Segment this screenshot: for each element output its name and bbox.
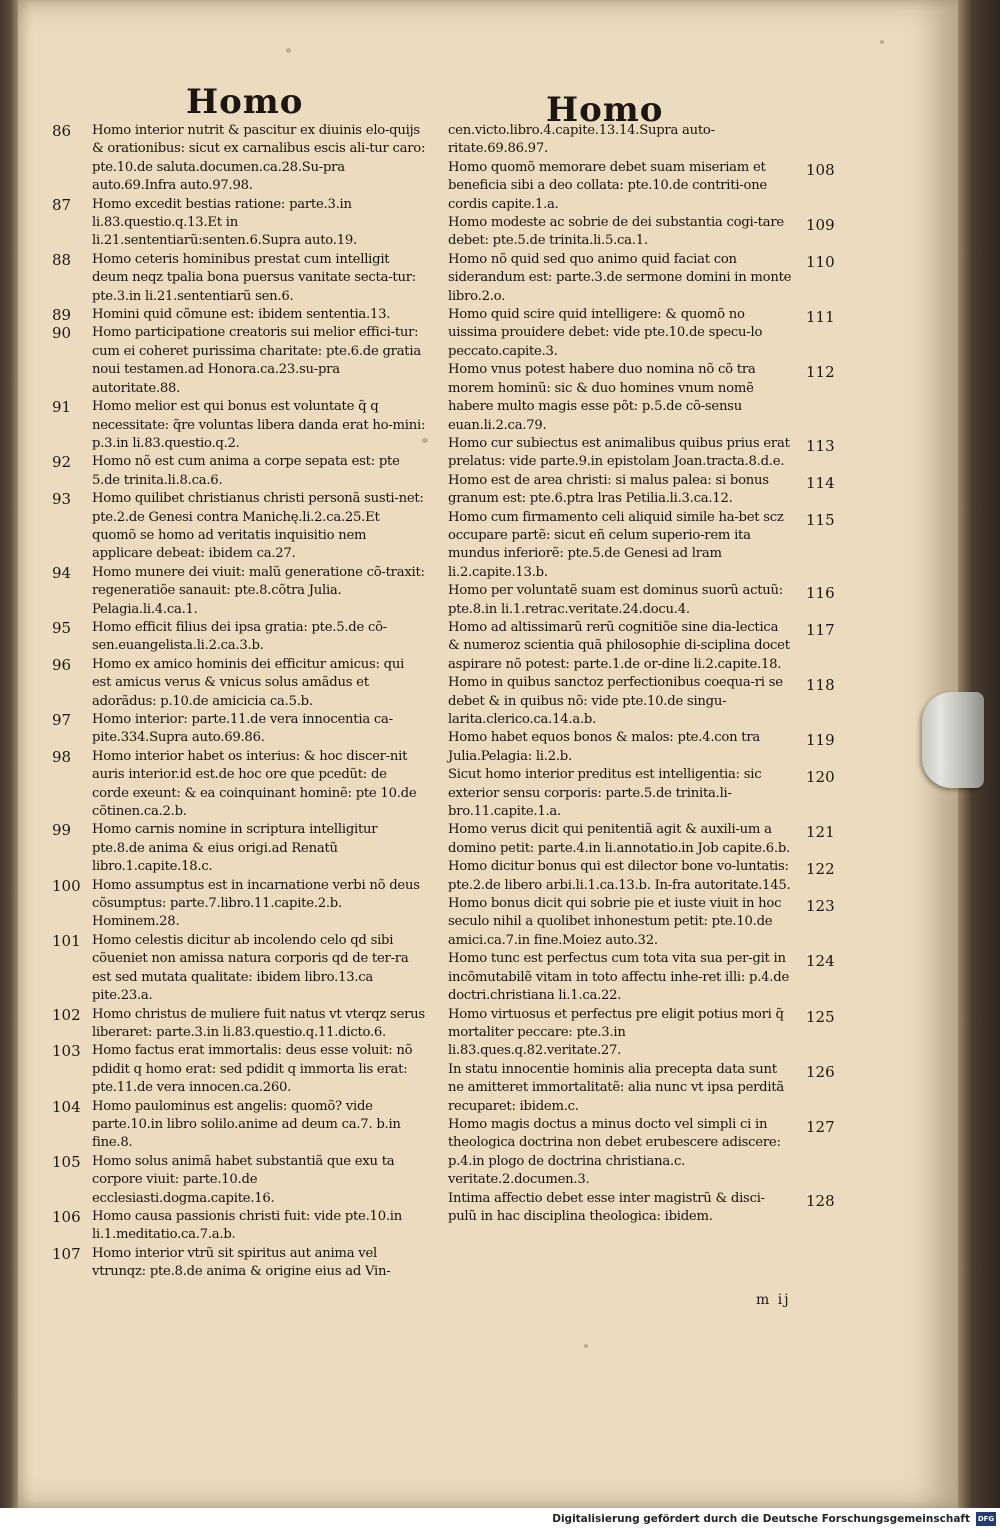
index-entry xyxy=(52,618,426,656)
index-entry xyxy=(52,306,426,325)
foxing-spot xyxy=(584,1344,588,1348)
entry-number: 102 xyxy=(52,1005,81,1024)
entry-text: Homo per voluntatẽ suam est dominus suorũ actuũ: pte.8.in li.1.retrac.veritate.24.docu.4. xyxy=(448,583,783,617)
entry-text: Homo interior: parte.11.de vera innocentia ca-pite.334.Supra auto.69.86. xyxy=(92,712,393,746)
index-entry xyxy=(448,950,835,1005)
index-entry xyxy=(52,1207,426,1245)
index-entry xyxy=(448,435,835,472)
index-entry xyxy=(52,655,426,711)
entry-number: 91 xyxy=(52,398,72,417)
index-entry xyxy=(52,250,426,306)
entry-text: Homo ad altissimarũ rerũ cognitiõe sine dia-lectica & numeroz scientia quã philosophie di-sciplina docet aspirare nõ potest: parte.1.de or-dine li.2.capite.18. xyxy=(448,619,790,672)
entry-number: 94 xyxy=(52,563,72,582)
entry-text: Homo quomõ memorare debet suam miseriam et beneficia sibi a deo collata: pte.10.de contriti-one cordis capite.1.a. xyxy=(448,159,767,212)
entry-number: 92 xyxy=(52,453,72,472)
entry-text: Homo habet equos bonos & malos: pte.4.con tra Julia.Pelagia: li.2.b. xyxy=(448,730,760,764)
bookmark-tab xyxy=(922,692,984,788)
entry-text: In statu innocentie hominis alia precepta data sunt ne amitteret immortalitatẽ: alia nunc vt ipsa perditã recuparet: ibidem.c. xyxy=(448,1061,784,1114)
index-entry xyxy=(52,1152,426,1208)
entry-number: 121 xyxy=(806,823,835,842)
index-entry xyxy=(52,1005,426,1043)
index-entry xyxy=(448,1006,835,1061)
entry-text: Homo excedit bestias ratione: parte.3.in li.83.questio.q.13.Et in li.21.sententiarũ:senten.6.Supra auto.19. xyxy=(92,196,357,249)
entry-number: 119 xyxy=(806,731,835,750)
entry-text: Intima affectio debet esse inter magistrũ & disci-pulũ in hac disciplina theologica: ibidem. xyxy=(448,1190,765,1224)
index-entry xyxy=(52,1042,426,1097)
entry-number: 86 xyxy=(52,122,72,140)
index-entry xyxy=(52,195,426,251)
entry-number: 109 xyxy=(806,216,835,235)
entry-number: 93 xyxy=(52,490,72,509)
index-entry xyxy=(448,1190,835,1227)
entry-number: 107 xyxy=(52,1244,81,1263)
index-entry xyxy=(448,674,835,729)
entry-text: Homo interior vtrũ sit spiritus aut anima vel vtrunqz: pte.8.de anima & origine eius ad Vin- xyxy=(92,1245,391,1280)
entry-text: Homo quid scire quid intelligere: & quomõ no uissima prouidere debet: vide pte.10.de specu-lo peccato.capite.3. xyxy=(448,307,763,359)
index-entry xyxy=(52,747,426,822)
signature-mark: m ij xyxy=(756,1292,791,1308)
book-page xyxy=(18,0,958,1508)
running-header-right: Homo xyxy=(546,90,664,130)
entry-text: Homo nõ quid sed quo animo quid faciat con siderandum est: parte.3.de sermone domini in monte libro.2.o. xyxy=(448,251,792,304)
entry-text: Homo interior habet os interius: & hoc discer-nit auris interior.id est.de hoc ore que pcedũt: de corde exeunt: & ea coinquinant hominẽ: pte 10.de cõtinen.ca.2.b. xyxy=(92,748,417,820)
entry-text: Homo virtuosus et perfectus pre eligit potius mori q̃ mortaliter peccare: pte.3.in li.83.ques.q.82.veritate.27. xyxy=(448,1006,784,1059)
entry-text: Homo paulominus est angelis: quomõ? vide parte.10.in libro solilo.anime ad deum ca.7. b.in fine.8. xyxy=(92,1098,401,1151)
entry-number: 90 xyxy=(52,324,72,343)
index-entry xyxy=(448,122,792,159)
index-entry xyxy=(52,1244,426,1282)
entry-text: Homo factus erat immortalis: deus esse voluit: nõ pdidit q homo erat: sed pdidit q immorta lis erat: pte.11.de vera innocen.ca.260. xyxy=(92,1043,413,1096)
entry-text: Homo quilibet christianus christi personã susti-net: pte.2.de Genesi contra Manichę.li.2.ca.25.Et quomõ se homo ad veritatis inquisitio nem applicare debeat: ibidem ca.27. xyxy=(92,491,424,562)
index-entry xyxy=(52,876,426,932)
index-entry xyxy=(52,453,426,490)
index-entry xyxy=(52,490,426,564)
entry-text: Homo ceteris hominibus prestat cum intelligit deum neqz tpalia bona puersus vanitate secta-tur: pte.3.in li.21.sententiarũ sen.6. xyxy=(92,251,416,304)
index-entry xyxy=(448,766,835,821)
index-entry xyxy=(448,895,835,950)
index-entry xyxy=(448,1116,835,1190)
entry-number: 126 xyxy=(806,1062,835,1081)
index-entry xyxy=(448,306,835,361)
entry-number: 95 xyxy=(52,618,72,637)
index-entry xyxy=(52,821,426,876)
entry-number: 117 xyxy=(806,620,835,639)
footer-credit: Digitalisierung gefördert durch die Deutsche Forschungsgemeinschaft xyxy=(552,1512,970,1525)
entry-text: Homo magis doctus a minus docto vel simpli ci in theologica doctrina non debet erubescere adiscere: p.4.in plogo de doctrina christiana.c. veritate.2.documen.3. xyxy=(448,1116,781,1188)
entry-text: Homo cur subiectus est animalibus quibus prius erat prelatus: vide parte.9.in epistolam Joan.tracta.8.d.e. xyxy=(448,435,790,470)
entry-text: Homo munere dei viuit: malũ generatione cõ-traxit: regeneratiõe sanauit: pte.8.cõtra Julia. Pelagia.li.4.ca.1. xyxy=(92,564,425,617)
footer-bar xyxy=(0,1508,1000,1529)
index-entry xyxy=(448,159,835,214)
index-entry xyxy=(52,122,426,196)
entry-number: 88 xyxy=(52,250,72,269)
entry-number: 114 xyxy=(806,473,835,492)
entry-number: 123 xyxy=(806,897,835,916)
entry-text: Homo tunc est perfectus cum tota vita sua per-git in incõmutabilẽ vitam in toto affectu inhe-ret illi: p.4.de doctri.christiana li.1.ca.22. xyxy=(448,951,790,1004)
entry-number: 89 xyxy=(52,306,72,325)
index-entry xyxy=(52,1097,426,1153)
index-entry xyxy=(448,821,835,858)
index-entry xyxy=(448,214,835,251)
entry-number: 87 xyxy=(52,195,72,214)
entry-number: 124 xyxy=(806,952,835,971)
entry-number: 122 xyxy=(806,860,835,879)
entry-text: Homo modeste ac sobrie de dei substantia cogi-tare debet: pte.5.de trinita.li.5.ca.1. xyxy=(448,215,784,249)
entry-number: 101 xyxy=(52,931,81,950)
entry-text: Homo est de area christi: si malus palea: si bonus granum est: pte.6.ptra lras Petilia.li.3.ca.12. xyxy=(448,472,769,507)
index-entry xyxy=(52,324,426,398)
entry-text: Homo nõ est cum anima a corpe sepata est: pte 5.de trinita.li.8.ca.6. xyxy=(92,454,400,488)
entry-text: Homini quid cõmune est: ibidem sententia.13. xyxy=(92,307,391,323)
entry-number: 128 xyxy=(806,1191,835,1210)
entry-text: Homo celestis dicitur ab incolendo celo qd sibi cõueniet non amissa natura corporis qd de ter-ra est sed mutata qualitate: ibidem libro.13.ca pite.23.a. xyxy=(92,932,409,1004)
entry-text: Homo dicitur bonus qui est dilector bone vo-luntatis: pte.2.de libero arbi.li.1.ca.13.b. In-fra autoritate.145. xyxy=(448,859,791,893)
entry-text: Homo ex amico hominis dei efficitur amicus: qui est amicus verus & vnicus solus amãdus et adorãdus: p.10.de amicicia ca.5.b. xyxy=(92,656,405,709)
entry-text: Homo melior est qui bonus est voluntate q̃ q necessitate: q̃re voluntas libera danda erat ho-mini: p.3.in li.83.questio.q.2. xyxy=(92,399,426,451)
entry-number: 97 xyxy=(52,711,72,729)
entry-text: Homo carnis nomine in scriptura intelligitur pte.8.de anima & eius origi.ad Renatũ libro.1.capite.18.c. xyxy=(92,822,378,875)
entry-text: Sicut homo interior preditus est intelligentia: sic exterior sensu corporis: parte.5.de trinita.li-bro.11.capite.1.a. xyxy=(448,767,762,820)
entry-number: 120 xyxy=(806,768,835,787)
entry-number: 106 xyxy=(52,1207,81,1226)
index-entry xyxy=(52,931,426,1006)
entry-number: 100 xyxy=(52,876,81,895)
index-entry xyxy=(448,251,835,306)
index-entry xyxy=(52,563,426,619)
index-entry xyxy=(448,509,835,583)
entry-text: Homo assumptus est in incarnatione verbi nõ deus cõsumptus: parte.7.libro.11.capite.2.b. Hominem.28. xyxy=(92,877,420,930)
entry-text: Homo causa passionis christi fuit: vide pte.10.in li.1.meditatio.ca.7.a.b. xyxy=(92,1208,402,1243)
entry-text: Homo verus dicit qui penitentiã agit & auxili-um a domino petit: parte.4.in li.annotatio.in Job capite.6.b. xyxy=(448,822,790,856)
index-entry xyxy=(448,1061,835,1116)
entry-text: Homo in quibus sanctoz perfectionibus coequa-ri se debet & in quibus nõ: vide pte.10.de singu-larita.clerico.ca.14.a.b. xyxy=(448,675,783,727)
dfg-logo: DFG xyxy=(976,1512,996,1526)
entry-number: 105 xyxy=(52,1152,81,1171)
entry-text: Homo bonus dicit qui sobrie pie et iuste viuit in hoc seculo nihil a quolibet inhonestum petit: pte.10.de amici.ca.7.in fine.Moiez auto.32. xyxy=(448,896,782,948)
entry-text: Homo christus de muliere fuit natus vt vterqz serus liberaret: parte.3.in li.83.questio.q.11.dicto.6. xyxy=(92,1006,425,1040)
entry-text: cen.victo.libro.4.capite.13.14.Supra auto-ritate.69.86.97. xyxy=(448,123,715,157)
entry-number: 103 xyxy=(52,1042,81,1061)
index-entry xyxy=(448,472,835,509)
entry-number: 110 xyxy=(806,252,835,271)
entry-number: 125 xyxy=(806,1007,835,1026)
index-entry xyxy=(52,711,426,748)
index-entry xyxy=(448,361,835,435)
entry-number: 104 xyxy=(52,1097,81,1116)
entry-number: 98 xyxy=(52,747,72,766)
entry-text: Homo cum firmamento celi aliquid simile ha-bet scz occupare partẽ: sicut eñ celum superio-rem ita mundus inferiorẽ: pte.5.de Genesi ad lram li.2.capite.13.b. xyxy=(448,509,784,580)
entry-number: 96 xyxy=(52,655,72,674)
running-header-left: Homo xyxy=(186,82,304,122)
entry-number: 115 xyxy=(806,510,835,529)
foxing-spot xyxy=(286,48,291,53)
entry-number: 113 xyxy=(806,436,835,455)
left-column xyxy=(52,122,426,1282)
entry-number: 127 xyxy=(806,1117,835,1136)
index-entry xyxy=(52,398,426,453)
entry-text: Homo solus animã habet substantiã que exu ta corpore viuit: parte.10.de ecclesiasti.dogma.capite.16. xyxy=(92,1153,395,1206)
right-column xyxy=(448,122,835,1226)
index-entry xyxy=(448,582,835,619)
entry-number: 111 xyxy=(806,308,835,327)
foxing-spot xyxy=(880,40,884,44)
entry-number: 99 xyxy=(52,821,72,840)
entry-number: 108 xyxy=(806,160,835,179)
index-entry xyxy=(448,729,835,766)
entry-text: Homo vnus potest habere duo nomina nõ cõ tra morem hominũ: sic & duo homines vnum nomẽ habere multo magis esse põt: p.5.de cõ-sensu euan.li.2.ca.79. xyxy=(448,362,756,433)
entry-number: 118 xyxy=(806,676,835,695)
index-entry xyxy=(448,858,835,895)
entry-number: 116 xyxy=(806,584,835,603)
entry-number: 112 xyxy=(806,363,835,382)
entry-text: Homo interior nutrit & pascitur ex diuinis elo-quijs & orationibus: sicut ex carnalibus escis ali-tur caro: pte.10.de saluta.documen.ca.28.Su-pra auto.69.Infra auto.97.98. xyxy=(92,123,426,194)
entry-text: Homo participatione creatoris sui melior effici-tur: cum ei coheret purissima charitate: pte.6.de gratia noui testamen.ad Honora.ca.23.su-pra autoritate.88. xyxy=(92,325,421,396)
entry-text: Homo efficit filius dei ipsa gratia: pte.5.de cõ-sen.euangelista.li.2.ca.3.b. xyxy=(92,619,387,654)
index-entry xyxy=(448,619,835,674)
